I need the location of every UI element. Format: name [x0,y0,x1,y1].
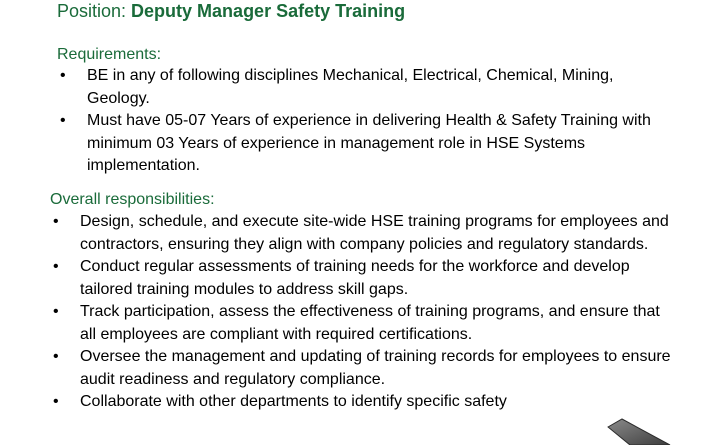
requirements-list [57,65,677,178]
bullet-icon: • [60,112,66,129]
responsibility-text: Track participation, assess the effectiveness of training programs, and ensure that all employees are compliant with required certifications. [80,303,660,343]
responsibility-text: Design, schedule, and execute site-wide HSE training programs for employees and contractors, ensuring they align with company policies and regulatory standards. [80,213,669,253]
arrow-pointer-icon [600,405,720,445]
list-item [50,256,680,301]
bullet-icon: • [53,303,59,320]
position-title: Deputy Manager Safety Training [131,1,406,21]
requirement-text: BE in any of following disciplines Mechanical, Electrical, Chemical, Mining, Geology. [87,67,614,107]
list-item [50,301,680,346]
bullet-icon: • [53,258,59,275]
responsibilities-list [50,211,680,414]
requirements-heading: Requirements: [57,46,162,63]
bullet-icon: • [60,67,66,84]
list-item [57,65,677,110]
list-item [50,346,680,391]
responsibility-text: Oversee the management and updating of training records for employees to ensure audit readiness and regulatory compliance. [80,348,671,388]
bullet-icon: • [53,348,59,365]
position-label: Position: [57,1,132,21]
position-line [57,0,405,23]
responsibility-text: Conduct regular assessments of training needs for the workforce and develop tailored training modules to address skill gaps. [80,258,630,298]
list-item [50,211,680,256]
responsibilities-heading: Overall responsibilities: [50,191,215,208]
bullet-icon: • [53,213,59,230]
bullet-icon: • [53,393,59,410]
requirement-text: Must have 05-07 Years of experience in delivering Health & Safety Training with minimum 03 Years of experience in management role in HSE Systems implementation. [87,112,651,174]
list-item [50,391,680,414]
responsibility-text: Collaborate with other departments to identify specific safety [80,393,507,410]
list-item [57,110,677,178]
